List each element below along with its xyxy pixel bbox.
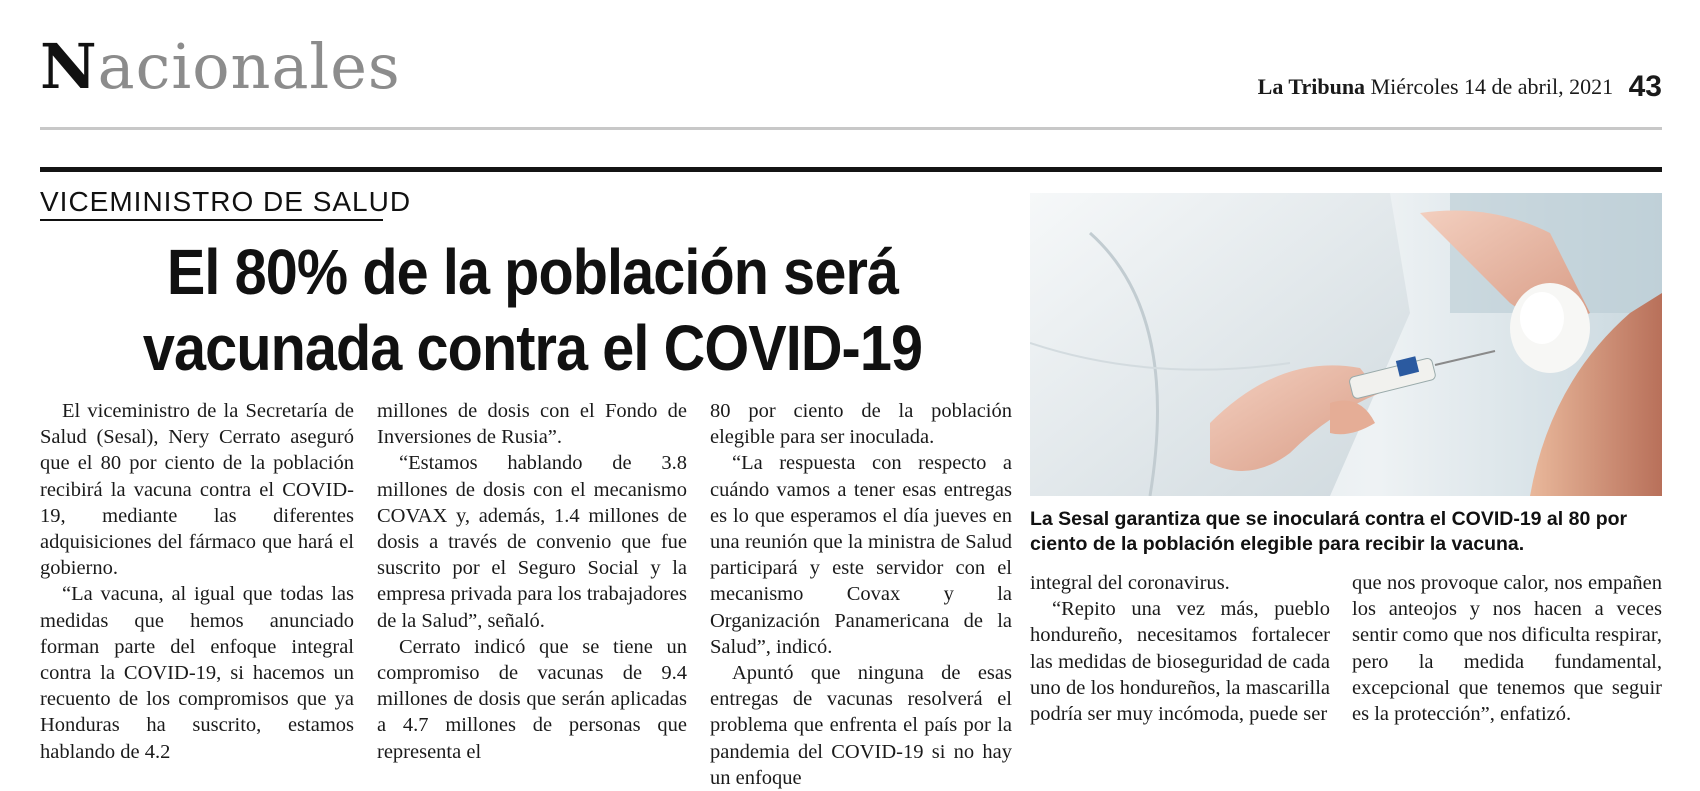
article-paragraph: “La vacuna, al igual que todas las medidas que hemos anunciado forman parte del enfoque integral contra la COVID-19, si hacemos un recuento de los compromisos que ya Honduras ha suscrito, estamos hablando de 4.2 bbox=[40, 583, 354, 763]
article-headline: El 80% de la población será vacunada contra el COVID-19 bbox=[142, 236, 923, 384]
section-divider bbox=[40, 167, 1662, 172]
issue-date: Miércoles 14 de abril, 2021 bbox=[1370, 74, 1614, 99]
article-paragraph: “La respuesta con respecto a cuándo vamos a tener esas entregas es lo que esperamos el día jueves en una reunión que la ministra de Salud participará y este servidor con el mecanismo Covax y la Organización Panamericana de la Salud”, indicó. bbox=[710, 452, 1012, 658]
section-title bbox=[40, 30, 401, 103]
header-divider bbox=[40, 127, 1662, 130]
article-column-2 bbox=[377, 398, 687, 765]
kicker-underline bbox=[40, 219, 383, 221]
vaccination-photo bbox=[1030, 193, 1662, 496]
article-paragraph: “Estamos hablando de 3.8 millones de dosis con el mecanismo COVAX y, además, 1.4 millones de dosis a través de convenio que fue suscrito por el Seguro Social y la empresa privada para los trabajadores de la Salud”, señaló. bbox=[377, 452, 687, 632]
article-paragraph: Apuntó que ninguna de esas entregas de vacunas resolverá el problema que enfrenta el país por la pandemia del COVID-19 si no hay un enfoque bbox=[710, 662, 1012, 789]
article-column-5 bbox=[1352, 570, 1662, 727]
article-column-1 bbox=[40, 398, 354, 765]
newspaper-name: La Tribuna bbox=[1257, 74, 1366, 99]
article-paragraph: millones de dosis con el Fondo de Inversiones de Rusia”. bbox=[377, 400, 687, 449]
photo-caption: La Sesal garantiza que se inoculará contra el COVID-19 al 80 por ciento de la población elegible para recibir la vacuna. bbox=[1030, 508, 1628, 555]
article-paragraph: El viceministro de la Secretaría de Salud (Sesal), Nery Cerrato aseguró que el 80 por ciento de la población recibirá la vacuna contra el COVID-19, mediante las diferentes adquisiciones del fármaco que hará el gobierno. bbox=[40, 400, 354, 580]
section-title-initial: N bbox=[40, 30, 98, 103]
article-paragraph: que nos provoque calor, nos empañen los anteojos y nos hacen a veces sentir como que nos dificulta respirar, pero la medida fundamental, excepcional que tenemos que seguir es la protección”, enfatizó. bbox=[1352, 572, 1663, 726]
page-header-info bbox=[1258, 70, 1662, 104]
article-paragraph: Cerrato indicó que se tiene un compromiso de vacunas de 9.4 millones de dosis que serán aplicadas a 4.7 millones de personas que representa el bbox=[377, 635, 687, 763]
article-paragraph: “Repito una vez más, pueblo hondureño, necesitamos fortalecer las medidas de bioseguridad de cada uno de los hondureños, la mascarilla podría ser muy incómoda, puede ser bbox=[1030, 598, 1330, 726]
article-kicker: VICEMINISTRO DE SALUD bbox=[40, 186, 412, 217]
page-number: 43 bbox=[1628, 70, 1662, 103]
article-column-3 bbox=[710, 398, 1012, 791]
article-column-4 bbox=[1030, 570, 1330, 727]
article-paragraph: integral del coronavirus. bbox=[1030, 572, 1230, 594]
article-paragraph: 80 por ciento de la población elegible para ser inoculada. bbox=[710, 400, 1012, 449]
section-title-rest: acionales bbox=[97, 30, 401, 103]
